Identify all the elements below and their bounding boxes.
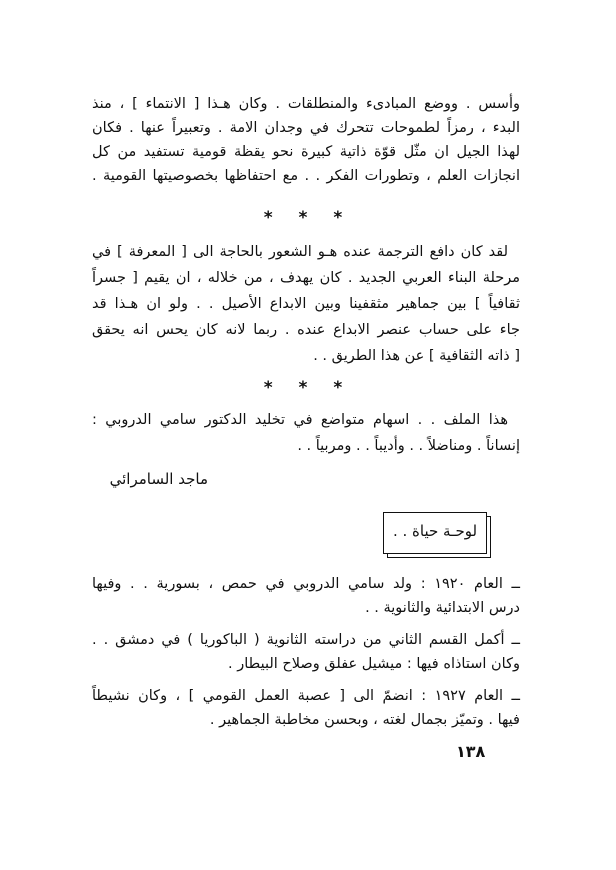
paragraph-3-line-2: إنساناً . ومناضلاً . . وأديباً . . ومربياً . . <box>297 438 520 454</box>
paragraph-2-line-1: لقد كان دافع الترجمة عنده هـو الشعور بالحاجة الى [ المعرفة ] في <box>92 244 508 260</box>
paragraph-1-line-1: وأسس . ووضع المبادىء والمنطلقات . وكان هـذا [ الانتماء ] ، منذ <box>92 96 520 112</box>
biography-line-3: ــ أكمل القسم الثاني من دراسته الثانوية ( الباكوريا ) في دمشق . . <box>92 632 520 648</box>
biography-line-2: درس الابتدائية والثانوية . . <box>365 600 520 616</box>
paragraph-1-line-3: لهذا الجيل ان مثّل قوّة ذاتية كبيرة نحو يقظة قومية تستفيد من كل <box>92 144 520 160</box>
biography-line-6: فيها . وتميّز بجمال لغته ، وبحسن مخاطبة الجماهير . <box>209 712 520 728</box>
paragraph-2-line-3: ثقافياً ] بين جماهير مثقفينا وبين الابداع الأصيل . . ولو ان هـذا قد <box>92 296 520 312</box>
biography-line-4: وكان استاذاه فيها : ميشيل عفلق وصلاح البيطار . <box>228 656 520 672</box>
author-signature: ماجد السامرائي <box>109 470 208 488</box>
paragraph-1-line-4: انجازات العلم ، وتطورات الفكر . . مع احتفاظها بخصوصيتها القومية . <box>92 168 520 184</box>
biography-line-5: ــ العام ١٩٢٧ : انضمّ الى [ عصبة العمل القومي ] ، وكان نشيطاً <box>92 688 520 704</box>
section-title-box <box>383 512 487 554</box>
paragraph-2-line-4: جاء على حساب عنصر الابداع عنده . ربما لانه كان يحس انه يحقق <box>92 322 520 338</box>
section-separator: * * * <box>263 208 353 228</box>
paragraph-2-line-2: مرحلة البناء العربي الجديد . كان يهدف ، من خلاله ، ان يقيم [ جسراً <box>92 270 520 286</box>
section-separator: * * * <box>263 378 353 398</box>
paragraph-3-line-1: هذا الملف . . اسهام متواضع في تخليد الدكتور سامي الدروبي : <box>92 412 508 428</box>
page-number: ١٣٨ <box>456 742 486 761</box>
paragraph-2-line-5: [ ذاته الثقافية ] عن هذا الطريق . . <box>313 348 520 364</box>
biography-line-1: ــ العام ١٩٢٠ : ولد سامي الدروبي في حمص ، بسورية . . وفيها <box>92 576 520 592</box>
paragraph-1-line-2: البدء ، رمزاً لطموحات تتحرك في وجدان الامة . وتعبيراً عنها . فكان <box>92 120 520 136</box>
section-title: لوحـة حياة . . <box>392 522 478 540</box>
